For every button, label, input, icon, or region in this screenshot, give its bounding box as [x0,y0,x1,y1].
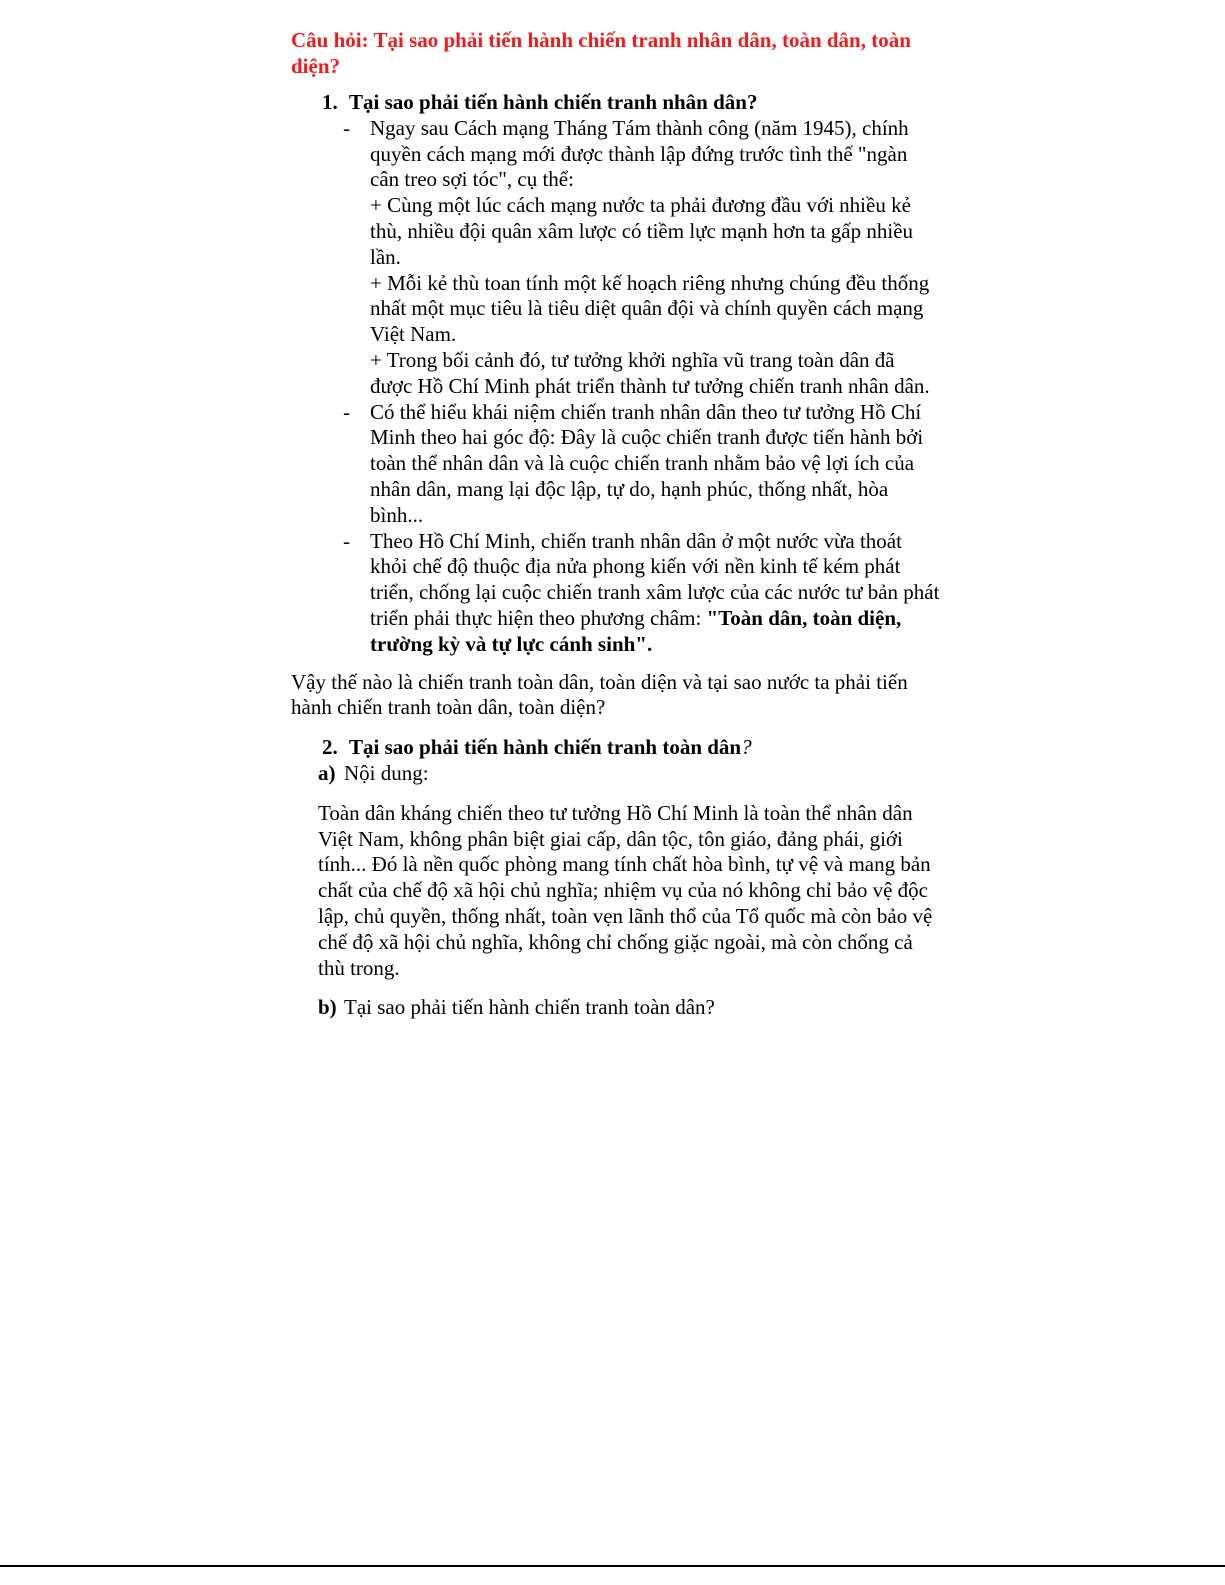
bullet-1-point-1: + Cùng một lúc cách mạng nước ta phải đương đầu với nhiều kẻ thù, nhiều đội quân xâm lược có tiềm lực mạnh hơn ta gấp nhiều lần. [370,193,914,269]
section-1-heading [291,90,941,116]
bullet-3 [291,529,941,658]
section-2-question-mark: ? [741,735,752,760]
bullet-2 [291,400,941,529]
section-2-number: 2. [322,735,338,760]
bullet-3-text: Theo Hồ Chí Minh, chiến tranh nhân dân ở một nước vừa thoát khỏi chế độ thuộc địa nửa phong kiến với nền kinh tế kém phát triển, chống lại cuộc chiến tranh xâm lược của các nước tư bản phát triển phải thực hiện theo phương châm: [370,528,940,630]
content-paragraph: Toàn dân kháng chiến theo tư tưởng Hồ Chí Minh là toàn thể nhân dân Việt Nam, không phân biệt giai cấp, dân tộc, tôn giáo, đảng phái, giới tính... Đó là nền quốc phòng mang tính chất hòa bình, tự vệ và mang bản chất của chế độ xã hội chủ nghĩa; nhiệm vụ của nó không chỉ bảo vệ độc lập, chủ quyền, thống nhất, toàn vẹn lãnh thổ của Tổ quốc mà còn bảo vệ chế độ xã hội chủ nghĩa, không chỉ chống giặc ngoài, mà còn chống cả thù trong. [318,800,933,980]
sub-heading-b-letter: b) [318,995,337,1020]
transition-paragraph: Vậy thế nào là chiến tranh toàn dân, toàn diện và tại sao nước ta phải tiến hành chiến tranh toàn dân, toàn diện? [291,669,908,720]
sub-heading-a [291,761,941,787]
bullet-2-text: Có thể hiểu khái niệm chiến tranh nhân dân theo tư tưởng Hồ Chí Minh theo hai góc độ: Đây là cuộc chiến tranh được tiến hành bởi toàn thể nhân dân và là cuộc chiến tranh nhằm bảo vệ lợi ích của nhân dân, mang lại độc lập, tự do, hạnh phúc, thống nhất, hòa bình... [370,399,924,527]
section-2-heading [291,735,941,761]
sub-heading-b-label: Tại sao phải tiến hành chiến tranh toàn dân? [344,995,715,1020]
bullet-3-dash: - [343,528,350,553]
bullet-3-motto: "Toàn dân, toàn diện, trường kỳ và tự lực cánh sinh". [370,605,902,656]
sub-heading-b [291,995,941,1021]
bullet-1-point-3: + Trong bối cảnh đó, tư tưởng khởi nghĩa vũ trang toàn dân đã được Hồ Chí Minh phát triển thành tư tưởng chiến tranh nhân dân. [370,347,930,398]
section-1-number: 1. [322,90,338,114]
page-bottom-border [0,1565,1225,1567]
bullet-1-dash: - [343,115,350,140]
section-1-title: Tại sao phải tiến hành chiến tranh nhân dân? [349,90,758,114]
sub-heading-a-letter: a) [318,760,336,785]
document-content [291,27,941,1021]
sub-heading-a-label: Nội dung: [344,760,429,785]
question-title: Câu hỏi: Tại sao phải tiến hành chiến tranh nhân dân, toàn dân, toàn diện? [291,28,911,78]
bullet-1-intro: Ngay sau Cách mạng Tháng Tám thành công (năm 1945), chính quyền cách mạng mới được thành lập đứng trước tình thế "ngàn cân treo sợi tóc", cụ thể: [370,115,909,192]
bullet-1 [291,116,941,400]
bullet-1-point-2: + Mỗi kẻ thù toan tính một kế hoạch riêng nhưng chúng đều thống nhất một mục tiêu là tiêu diệt quân đội và chính quyền cách mạng Việt Nam. [370,270,930,347]
bullet-3-paragraph [370,529,941,658]
section-2-title: Tại sao phải tiến hành chiến tranh toàn dân [349,735,742,760]
bullet-2-dash: - [343,399,350,424]
